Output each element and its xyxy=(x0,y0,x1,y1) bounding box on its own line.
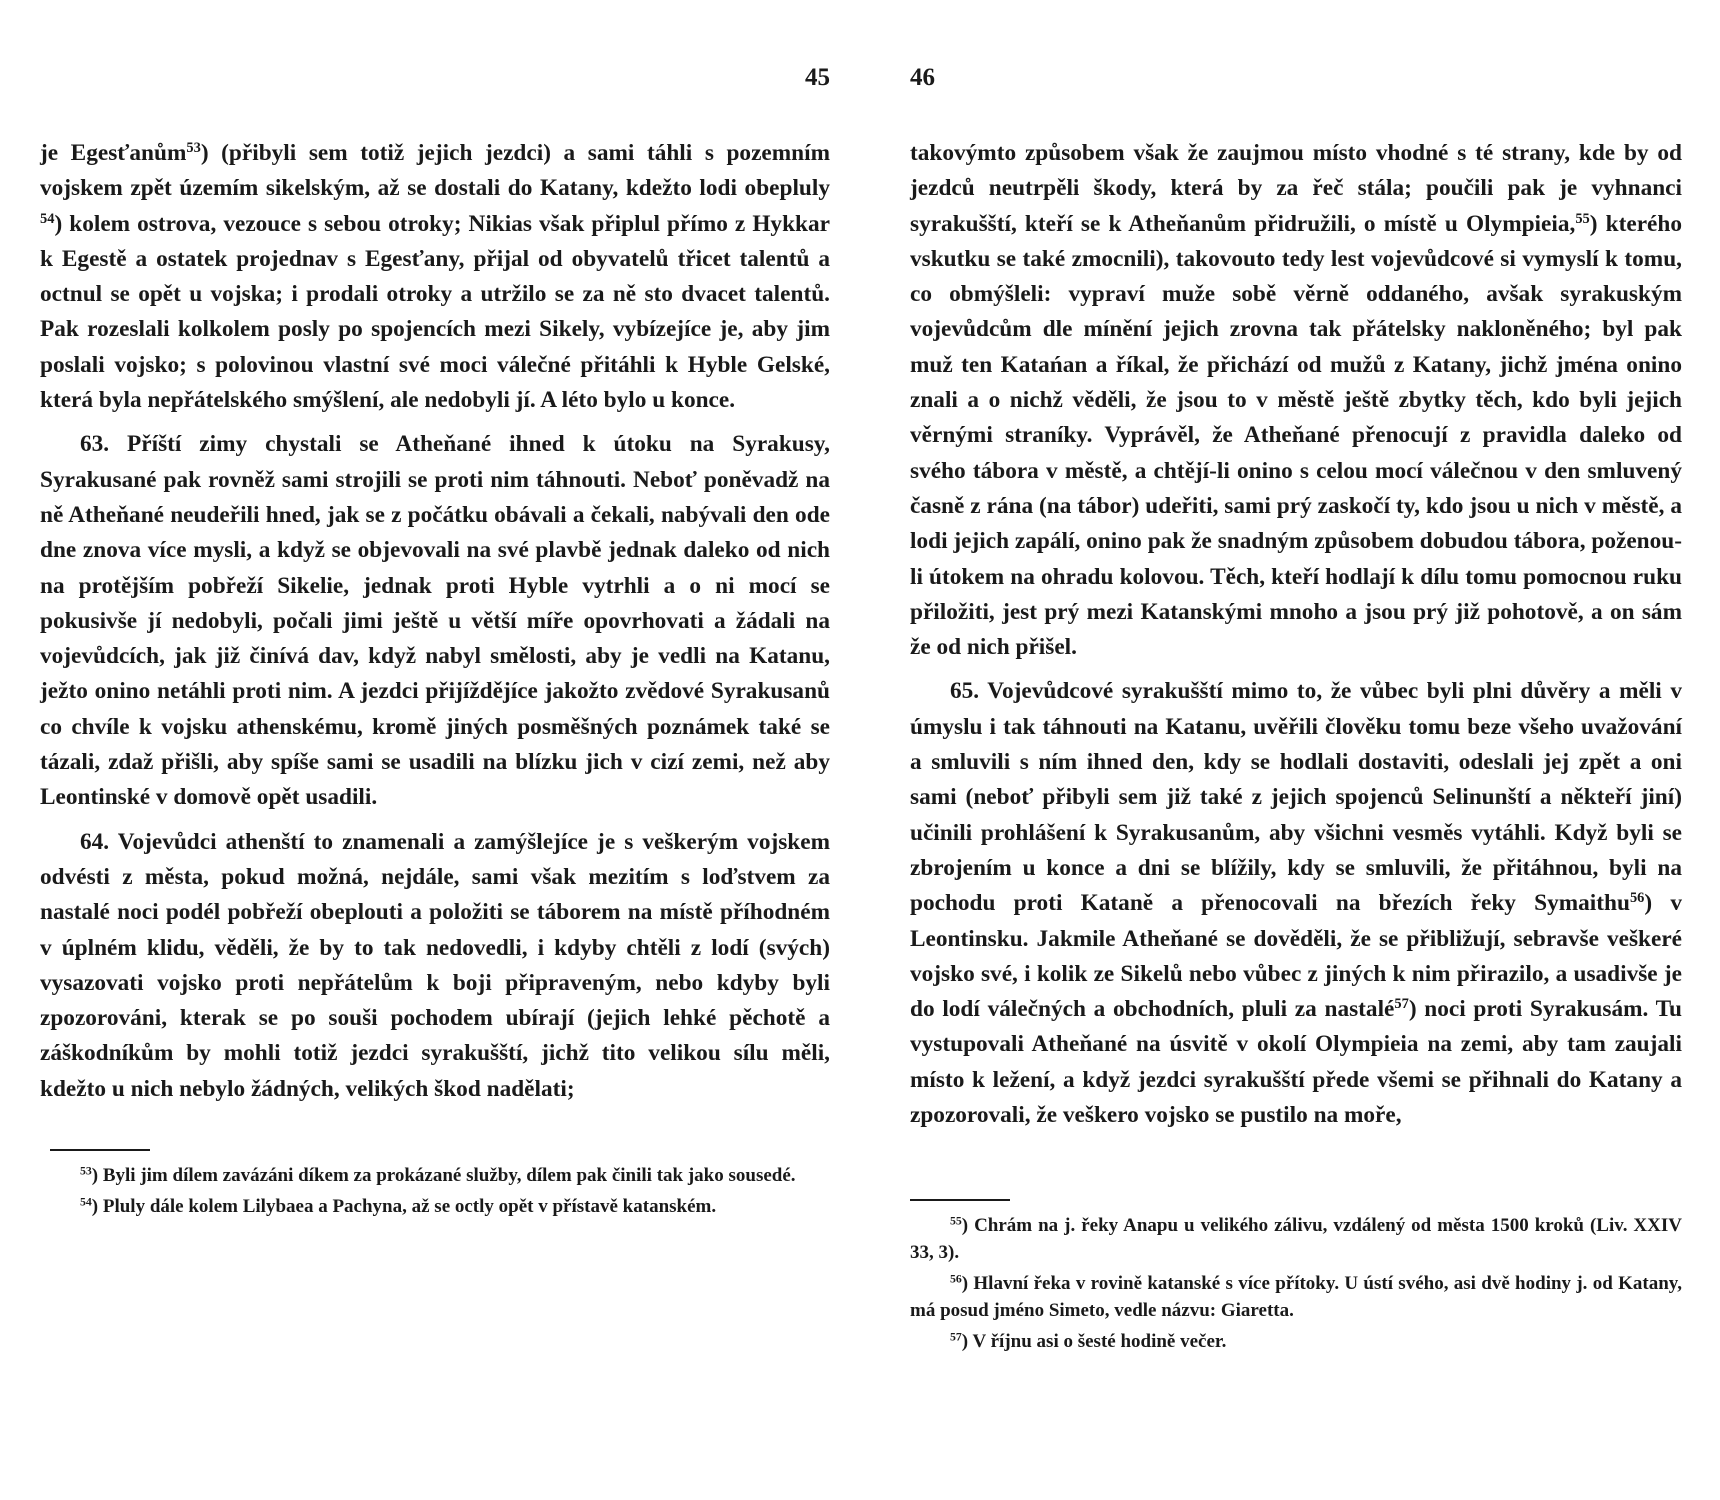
left-page xyxy=(40,0,830,1500)
page-body xyxy=(910,136,1682,1142)
footnote-rule xyxy=(910,1199,1010,1201)
footnote-text: ) Byli jim dílem zavázáni díkem za prokázané služby, dílem pak činili tak jako sousedé. xyxy=(91,1165,796,1186)
text-run: 63. Příští zimy chystali se Atheňané ihned k útoku na Syrakusy, Syrakusané pak rovněž sami strojili se proti nim táhnouti. Neboť poněvadž na ně Atheňané neudeřili hned, jak se z počátku obávali a čekali, nabývali den ode dne znova více mysli, a když se objevovali na své plavbě jednak daleko od nich na protějším pobřeží Sikelie, jednak proti Hyble vytrhli a o ni mocí se pokusivše jí nedobyli, počali jimi ještě u větší míře opovrhovati a žádali na vojevůdcích, jak již činívá dav, když nabyl smělosti, aby je vedli na Katanu, ježto onino netáhli proti nim. A jezdci přijíždějíce jakožto zvědové Syrakusanů co chvíle k vojsku athenskému, kromě jiných posměšných poznámek také se tázali, zdaž přišli, aby spíše sami se usadili na blízku jich v cizí zemi, než aby Leontinské v domově opět usadili. xyxy=(40,431,830,811)
footnote-ref: 55 xyxy=(1575,210,1590,227)
footnote-ref: 54 xyxy=(40,210,55,227)
footnote-ref: 53 xyxy=(186,140,201,157)
footnote-text: ) Hlavní řeka v rovině katanské s více přítoky. U ústí svého, asi dvě hodiny j. od Katany, má posud jméno Simeto, vedle názvu: Giaretta. xyxy=(910,1273,1682,1321)
text-run: je Egesťanům xyxy=(40,140,187,166)
paragraph xyxy=(40,825,830,1107)
footnote xyxy=(910,1212,1682,1266)
footnotes xyxy=(910,1212,1682,1359)
footnote-mark: 53 xyxy=(80,1164,92,1178)
text-run: ) v Leontinsku. Jakmile Atheňané se dověděli, že se přibližují, sebravše veškeré vojsko své, i kolik ze Sikelů nebo vůbec z jiných k nim přirazilo, a usadivše je do lodí válečných a obchodních, pluli za nastalé xyxy=(910,890,1682,1023)
footnote-rule xyxy=(50,1149,150,1151)
text-run: ) kolem ostrova, vezouce s sebou otroky; Nikias však připlul přímo z Hykkar k Egestě a ostatek projednav s Egesťany, přijal od obyvatelů třicet talentů a octnul se opět u vojska; i prodali otroky a utržilo se za ně sto dvacet talentů. Pak rozeslali kolkolem posly po spojencích mezi Sikely, vybízejíce je, aby jim poslali vojsko; s polovinou vlastní své moci válečné přitáhli k Hyble Gelské, která byla nepřátelského smýšlení, ale nedobyli jí. A léto bylo u konce. xyxy=(40,210,830,414)
footnote xyxy=(910,1328,1682,1355)
footnote-ref: 56 xyxy=(1629,890,1645,907)
footnote-text: ) V říjnu asi o šesté hodině večer. xyxy=(961,1331,1227,1352)
footnote-mark: 57 xyxy=(950,1330,962,1344)
text-run: ) (přibyli sem totiž jejich jezdci) a sami táhli s pozemním vojskem zpět územím sikelským, až se dostali do Katany, kdežto lodi obepluly xyxy=(40,140,831,202)
paragraph xyxy=(910,674,1682,1133)
text-run: 65. Vojevůdcové syrakušští mimo to, že vůbec byli plni důvěry a měli v úmyslu i tak táhnouti na Katanu, uvěřili člověku tomu beze všeho uvažování a smluvili s ním ihned den, kdy se hodlali dostaviti, odeslali jej zpět a oni sami (neboť přibyli sem již také z jejich spojenců Selinunští a někteří jiní) učinili prohlášení k Syrakusanům, aby všichni vesměs vytáhli. Když byli se zbrojením u konce a dni se blížily, kdy se smluvili, že přitáhnou, byli na pochodu proti Kataně a přenocovali na březích řeky Symaithu xyxy=(910,678,1682,917)
text-run: 64. Vojevůdci athenští to znamenali a zamýšlejíce je s veškerým vojskem odvésti z města, pokud možná, nejdále, sami však mezitím s loďstvem za nastalé noci podél pobřeží obeplouti a položiti se táborem na místě příhodném v úplném klidu, věděli, že by to tak nedovedli, i kdyby chtěli z lodí (svých) vysazovati vojsko proti nepřátelům k boji připraveným, nebo kdyby byli zpozorováni, kterak se po souši pochodem ubírají (jejich lehké pěchotě a záškodníkům by mohli totiž jezdci syrakušští, jichž tito velikou sílu měli, kdežto u nich nebylo žádných, velikých škod nadělati; xyxy=(40,828,830,1102)
text-run: ) noci proti Syrakusám. Tu vystupovali Atheňané na úsvitě v okolí Olympieia na zemi, aby tam zaujali místo k ležení, a když jezdci syrakušští přede všemi se přihnali do Katany a zpozorovali, že veškero vojsko se pustilo na moře, xyxy=(910,996,1682,1129)
footnote-mark: 55 xyxy=(950,1214,962,1228)
footnote xyxy=(910,1270,1682,1324)
page-number: 45 xyxy=(805,64,830,91)
footnote-mark: 54 xyxy=(80,1195,92,1209)
paragraph xyxy=(40,136,830,418)
text-run: ) kterého vskutku se také zmocnili), takovouto tedy lest vojevůdcové si vymyslí k tomu, co obmýšleli: vypraví muže sobě věrně oddaného, avšak syrakuským vojevůdcům dle mínění jejich zrovna tak přátelsky nakloněného; byl pak muž ten Katańan a říkal, že přichází od mužů z Katany, jichž jména onino znali a o nichž věděli, že jsou to v městě ještě zbytky těch, kdo byli jejich věrnými straníky. Vyprávěl, že Atheňané přenocují z pravidla daleko od svého tábora v městě, a chtějí-li onino s celou mocí válečnou v den smluvený časně z rána (na tábor) udeřiti, sami prý zaskočí ty, kdo jsou u nich v městě, a lodi jejich zapálí, onino pak že snadným způsobem dobudou tábora, poženou-li útokem na ohradu kolovou. Těch, kteří hodlají k dílu tomu pomocnou ruku přiložiti, jest prý mezi Katanskými mnoho a jsou prý již pohotově, a on sám že od nich přišel. xyxy=(910,210,1682,661)
page-body xyxy=(40,136,830,1116)
right-page xyxy=(910,0,1682,1500)
footnote xyxy=(40,1193,830,1220)
paragraph xyxy=(40,427,830,815)
footnote xyxy=(40,1162,830,1189)
footnotes xyxy=(40,1162,830,1224)
text-run: takovýmto způsobem však že zaujmou místo vhodné s té strany, kde by od jezdců neutrpěli škody, která by za řeč stála; poučili pak je vyhnanci syrakušští, kteří se k Atheňanům přidružili, o místě u Olympieia, xyxy=(910,140,1682,237)
footnote-ref: 57 xyxy=(1394,996,1409,1013)
page-number: 46 xyxy=(910,64,935,91)
paragraph xyxy=(910,136,1682,665)
footnote-mark: 56 xyxy=(950,1272,962,1286)
footnote-text: ) Chrám na j. řeky Anapu u velikého zálivu, vzdálený od města 1500 kroků (Liv. XXIV 33, 3). xyxy=(910,1215,1682,1263)
footnote-text: ) Pluly dále kolem Lilybaea a Pachyna, až se octly opět v přístavě katanském. xyxy=(91,1196,717,1217)
